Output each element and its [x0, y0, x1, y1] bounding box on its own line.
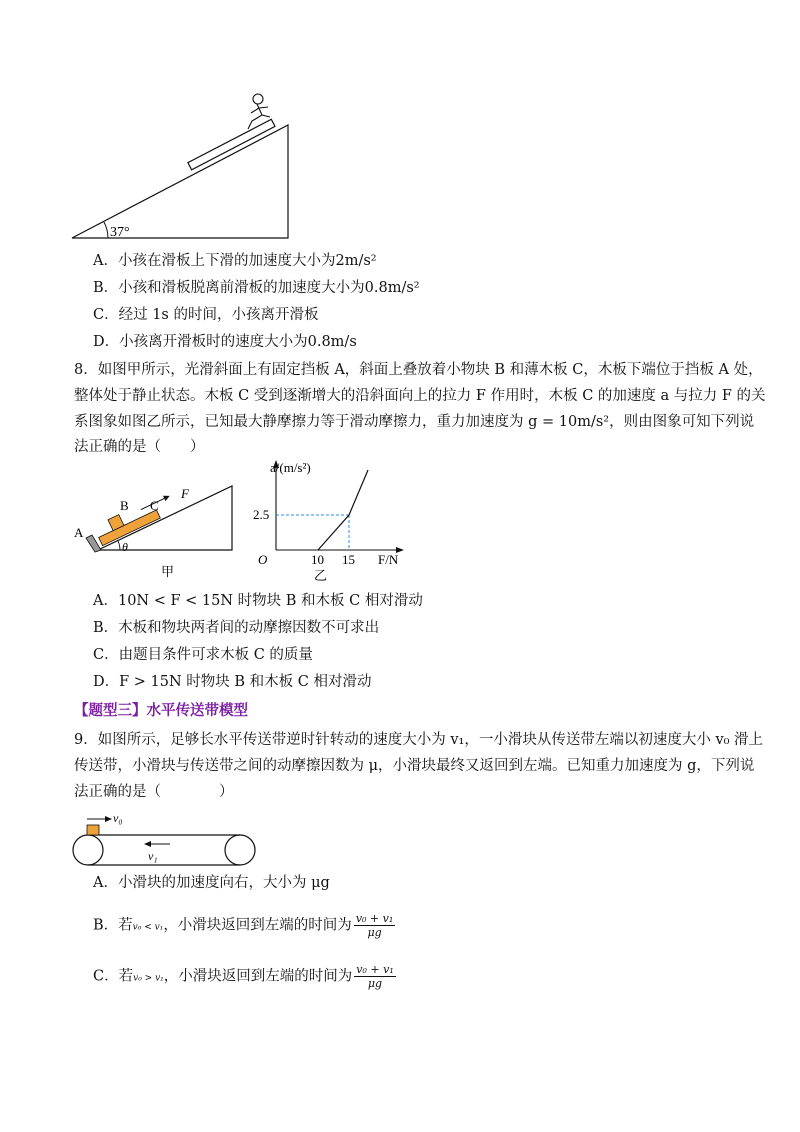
q8-option-b: B．木板和物块两者间的动摩擦因数不可求出 [93, 620, 380, 636]
label-v1: v₁ [148, 849, 158, 863]
x-tick-10: 10 [311, 552, 324, 567]
fraction-numerator: v₀ + v₁ [355, 912, 394, 925]
q9-option-b-condition: v₀ < v₁ [132, 922, 164, 933]
fraction-denominator: μg [367, 977, 383, 990]
q8-option-a: A．10N < F < 15N 时物块 B 和木板 C 相对滑动 [93, 593, 423, 609]
angle-label: 37° [110, 225, 130, 240]
q8-stem-line-3: 系图象如图乙所示，已知最大静摩擦力等于滑动摩擦力，重力加速度为 g = 10m/s²，则由图象可知下列说 [74, 414, 755, 430]
figure-yi [246, 456, 416, 586]
x-axis-label: F/N [378, 552, 399, 567]
q7-option-c: C．经过 1s 的时间，小孩离开滑板 [93, 307, 319, 323]
q7-option-d: D．小孩离开滑板时的速度大小为0.8m/s [93, 334, 357, 350]
x-tick-15: 15 [342, 552, 355, 567]
origin-label: O [258, 552, 268, 567]
incline-figure [60, 85, 300, 245]
q7-option-a: A．小孩在滑板上下滑的加速度大小为2m/s² [93, 253, 377, 269]
q8-stem-line-4: 法正确的是（ ） [74, 439, 205, 455]
q9-option-c [93, 963, 398, 990]
q9-option-c-fraction [354, 963, 395, 990]
q8-option-d: D．F > 15N 时物块 B 和木板 C 相对滑动 [93, 674, 372, 690]
conveyor-figure [68, 808, 268, 870]
q9-option-c-condition: v₀ > v₁ [133, 973, 164, 984]
label-a: A [74, 525, 84, 540]
q9-stem-line-2: 传送带，小滑块与传送带之间的动摩擦因数为 μ，小滑块最终又返回到左端。已知重力加速度为 g，下列说 [74, 758, 755, 774]
label-theta: θ [122, 540, 128, 554]
q9-option-b [93, 912, 397, 939]
fraction-numerator: v₀ + v₁ [356, 963, 394, 976]
q8-stem-line-2: 整体处于静止状态。木板 C 受到逐渐增大的沿斜面向上的拉力 F 作用时，木板 C 的加速度 a 与拉力 F 的关 [74, 388, 766, 404]
q8-option-c: C．由题目条件可求木板 C 的质量 [93, 647, 313, 663]
y-tick: 2.5 [253, 507, 270, 522]
q9-option-b-text: ，小滑块返回到左端的时间为 [163, 917, 352, 934]
q9-option-b-prefix: B．若 [93, 917, 133, 934]
caption-yi: 乙 [314, 568, 328, 583]
y-axis-label: a/(m/s²) [270, 460, 311, 475]
q9-option-c-prefix: C．若 [93, 968, 134, 985]
q9-stem-line-3: 法正确的是（ ） [74, 784, 234, 800]
fraction-denominator: μg [367, 926, 382, 939]
q9-option-c-text: ，小滑块返回到左端的时间为 [163, 968, 353, 985]
figure-jia [68, 478, 240, 578]
q9-option-a: A．小滑块的加速度向右，大小为 μg [93, 875, 330, 891]
caption-jia: 甲 [161, 564, 175, 578]
q9-option-b-fraction [354, 912, 395, 939]
label-c: C [150, 498, 159, 513]
label-f: F [181, 486, 189, 501]
label-b: B [120, 498, 129, 513]
q9-stem-line-1: 9．如图所示，足够长水平传送带逆时针转动的速度大小为 v₁，一小滑块从传送带左端以初速度大小 v₀ 滑上 [74, 732, 764, 748]
q8-stem-line-1: 8．如图甲所示，光滑斜面上有固定挡板 A，斜面上叠放着小物块 B 和薄木板 C，木板下端位于挡板 A 处， [74, 362, 763, 378]
label-v0: v₀ [113, 811, 123, 825]
section-heading: 【题型三】水平传送带模型 [74, 703, 248, 719]
q7-option-b: B．小孩和滑板脱离前滑板的加速度大小为0.8m/s² [93, 280, 420, 296]
